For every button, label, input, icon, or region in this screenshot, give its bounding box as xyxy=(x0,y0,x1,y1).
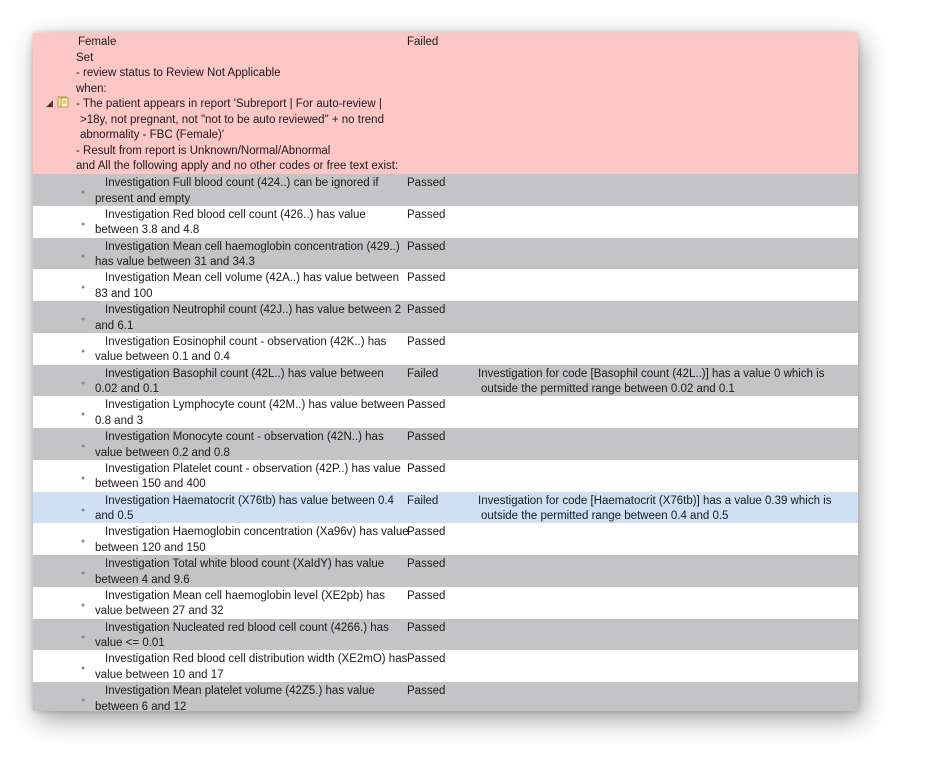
row-description: Investigation Nucleated red blood cell count (4266.) has value <= 0.01 xyxy=(95,621,389,650)
row-bullet-icon: ● xyxy=(81,697,86,704)
row-bullet-icon: ● xyxy=(81,570,86,577)
rule-header[interactable] xyxy=(33,33,858,174)
row-status: Passed xyxy=(407,208,446,221)
header-line: - review status to Review Not Applicable xyxy=(76,67,281,79)
row-status: Passed xyxy=(407,526,446,539)
row-status: Passed xyxy=(407,653,446,666)
table-row[interactable] xyxy=(33,301,858,333)
row-status: Passed xyxy=(407,177,446,189)
row-message-line: Investigation for code [Basophil count (42L..)] has a value 0 which is xyxy=(478,367,825,380)
header-label: Female xyxy=(78,36,117,48)
table-row[interactable] xyxy=(33,206,858,238)
table-row[interactable] xyxy=(33,555,858,587)
row-status: Passed xyxy=(407,399,446,412)
table-row[interactable] xyxy=(33,619,858,651)
table-row[interactable] xyxy=(33,460,858,492)
row-bullet-icon: ● xyxy=(81,443,86,450)
row-bullet-icon: ● xyxy=(81,379,86,387)
header-line: when: xyxy=(76,82,107,95)
row-description: Investigation Eosinophil count - observation (42K..) has value between 0.1 and 0.4 xyxy=(95,335,387,364)
header-line: abnormality - FBC (Female)' xyxy=(80,129,225,141)
row-message-line: outside the permitted range between 0.4 and 0.5 xyxy=(481,510,729,523)
row-bullet-icon: ● xyxy=(81,506,86,514)
row-bullet-icon: ● xyxy=(81,665,86,673)
row-message xyxy=(478,367,858,398)
header-line: Set xyxy=(76,51,94,64)
row-bullet-icon: ● xyxy=(81,601,86,609)
table-row[interactable] xyxy=(33,428,858,460)
row-description: Investigation Neutrophil count (42J..) has value between 2 and 6.1 xyxy=(95,304,401,332)
collapse-toggle-icon[interactable]: ◢ xyxy=(46,98,53,108)
row-status: Passed xyxy=(407,462,446,475)
table-row[interactable] xyxy=(33,587,858,619)
row-message-line: outside the permitted range between 0.02 and 0.1 xyxy=(481,383,735,396)
row-message xyxy=(478,494,858,525)
document-icon xyxy=(57,96,69,108)
table-row[interactable] xyxy=(33,365,858,397)
row-bullet-icon: ● xyxy=(81,538,86,546)
row-bullet-icon: ● xyxy=(81,411,86,419)
row-description: Investigation Haematocrit (X76tb) has value between 0.4 and 0.5 xyxy=(95,494,394,523)
row-description: Investigation Monocyte count - observation (42N..) has value between 0.2 and 0.8 xyxy=(95,431,384,459)
row-status: Passed xyxy=(407,272,446,285)
review-results-panel xyxy=(33,33,858,711)
row-status: Passed xyxy=(407,335,446,348)
row-bullet-icon: ● xyxy=(81,347,86,355)
row-description: Investigation Red blood cell count (426..) has value between 3.8 and 4.8 xyxy=(95,208,366,237)
row-status: Failed xyxy=(407,367,439,380)
row-description: Investigation Lymphocyte count (42M..) has value between 0.8 and 3 xyxy=(95,399,405,427)
row-bullet-icon: ● xyxy=(81,316,86,323)
row-status: Passed xyxy=(407,304,446,316)
row-status: Passed xyxy=(407,240,446,253)
row-description: Investigation Platelet count - observation (42P..) has value between 150 and 400 xyxy=(95,462,401,491)
row-description: Investigation Mean cell haemoglobin level (XE2pb) has value between 27 and 32 xyxy=(95,589,385,618)
row-description: Investigation Red blood cell distribution width (XE2mO) has value between 10 and 17 xyxy=(95,653,408,681)
table-row[interactable] xyxy=(33,269,858,301)
row-bullet-icon: ● xyxy=(81,474,86,482)
header-status: Failed xyxy=(407,36,439,48)
header-line: - The patient appears in report 'Subreport | For auto-review | xyxy=(76,98,382,110)
row-status: Passed xyxy=(407,431,446,443)
row-description: Investigation Basophil count (42L..) has value between 0.02 and 0.1 xyxy=(95,367,384,396)
header-line: and All the following apply and no other codes or free text exist: xyxy=(76,160,399,172)
row-bullet-icon: ● xyxy=(81,189,86,196)
row-description: Investigation Mean cell haemoglobin concentration (429..) has value between 31 and 34.3 xyxy=(95,240,400,269)
table-row[interactable] xyxy=(33,682,858,711)
row-status: Passed xyxy=(407,558,446,570)
header-line: >18y, not pregnant, not "not to be auto reviewed" + no trend xyxy=(80,113,384,126)
table-row[interactable] xyxy=(33,174,858,206)
row-bullet-icon: ● xyxy=(81,284,86,292)
row-description: Investigation Mean platelet volume (42Z5.) has value between 6 and 12 xyxy=(95,685,375,711)
row-status: Passed xyxy=(407,621,446,634)
row-message-line: Investigation for code [Haematocrit (X76tb)] has a value 0.39 which is xyxy=(478,494,832,507)
table-row[interactable] xyxy=(33,650,858,682)
table-row[interactable] xyxy=(33,396,858,428)
row-description: Investigation Total white blood count (XaIdY) has value between 4 and 9.6 xyxy=(95,558,385,586)
row-description: Investigation Full blood count (424..) can be ignored if present and empty xyxy=(95,177,379,205)
row-description: Investigation Haemoglobin concentration (Xa96v) has value between 120 and 150 xyxy=(95,526,409,554)
table-row[interactable] xyxy=(33,333,858,365)
header-line: - Result from report is Unknown/Normal/Abnormal xyxy=(76,144,331,157)
row-bullet-icon: ● xyxy=(81,633,86,641)
row-status: Passed xyxy=(407,589,446,602)
row-status: Passed xyxy=(407,685,446,697)
row-bullet-icon: ● xyxy=(81,220,86,228)
table-row[interactable] xyxy=(33,238,858,270)
row-status: Failed xyxy=(407,494,439,507)
row-description: Investigation Mean cell volume (42A..) has value between 83 and 100 xyxy=(95,272,400,300)
row-bullet-icon: ● xyxy=(81,252,86,260)
table-row[interactable] xyxy=(33,523,858,555)
table-row[interactable] xyxy=(33,492,858,524)
